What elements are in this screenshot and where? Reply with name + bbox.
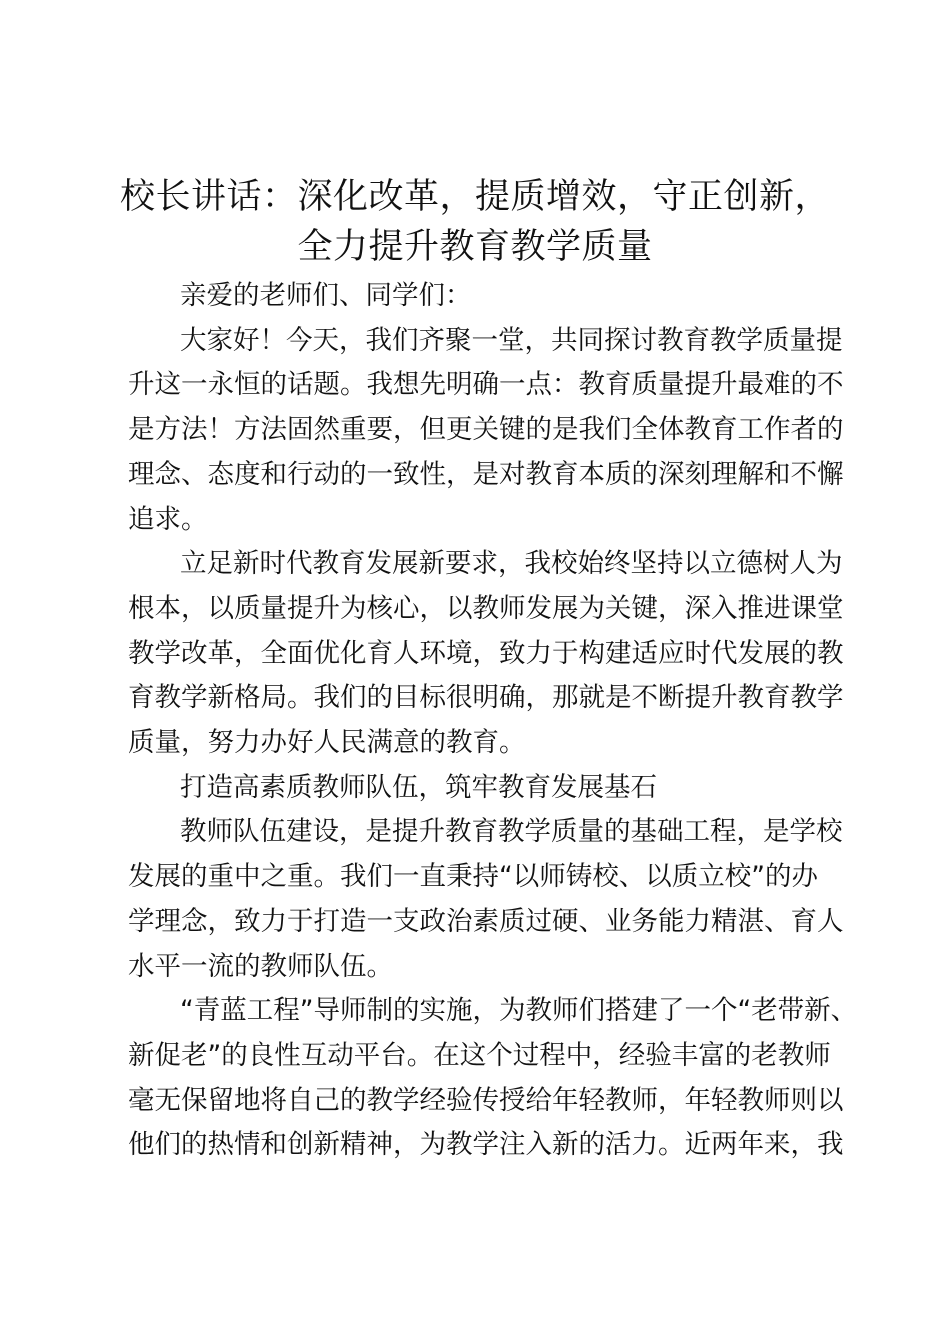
text-line: 他们的热情和创新精神，为教学注入新的活力。近两年来，我 bbox=[128, 1129, 844, 1161]
title-line-1: 校长讲话：深化改革，提质增效，守正创新， bbox=[119, 177, 830, 217]
section-heading bbox=[128, 766, 834, 811]
text-line: 教学改革，全面优化育人环境，致力于构建适应时代发展的教 bbox=[128, 637, 844, 669]
text-line: 理念、态度和行动的一致性，是对教育本质的深刻理解和不懈 bbox=[128, 458, 844, 490]
text-line: 大家好！今天，我们齐聚一堂，共同探讨教育教学质量提 bbox=[180, 324, 843, 356]
text-line: 立足新时代教育发展新要求，我校始终坚持以立德树人为 bbox=[180, 548, 843, 580]
text-line: 水平一流的教师队伍。 bbox=[128, 950, 393, 982]
text-line: 根本，以质量提升为核心，以教师发展为关键，深入推进课堂 bbox=[128, 592, 844, 624]
document-body bbox=[128, 274, 858, 1168]
text-line: 新促老”的良性互动平台。在这个过程中，经验丰富的老教师 bbox=[128, 1039, 831, 1071]
text-line: 是方法！方法固然重要，但更关键的是我们全体教育工作者的 bbox=[128, 414, 844, 446]
text-line: 打造高素质教师队伍，筑牢教育发展基石 bbox=[180, 771, 657, 803]
mentor-program-paragraph bbox=[128, 989, 858, 1168]
text-line: “青蓝工程”导师制的实施，为教师们搭建了一个“老带新、 bbox=[180, 995, 858, 1027]
text-line: 追求。 bbox=[128, 503, 208, 535]
text-line: 升这一永恒的话题。我想先明确一点：教育质量提升最难的不 bbox=[128, 369, 844, 401]
title-line-2: 全力提升教育教学质量 bbox=[297, 227, 653, 267]
text-line: 毫无保留地将自己的教学经验传授给年轻教师，年轻教师则以 bbox=[128, 1084, 844, 1116]
text-line: 质量，努力办好人民满意的教育。 bbox=[128, 727, 526, 759]
text-line: 教师队伍建设，是提升教育教学质量的基础工程，是学校 bbox=[180, 816, 843, 848]
teacher-team-paragraph bbox=[128, 810, 844, 989]
greeting-paragraph bbox=[128, 319, 844, 543]
text-line: 育教学新格局。我们的目标很明确，那就是不断提升教育教学 bbox=[128, 682, 844, 714]
document-title bbox=[110, 172, 840, 272]
salutation-paragraph bbox=[128, 274, 834, 319]
text-line: 学理念，致力于打造一支政治素质过硬、业务能力精湛、育人 bbox=[128, 905, 844, 937]
text-line: 发展的重中之重。我们一直秉持“以师铸校、以质立校”的办 bbox=[128, 861, 818, 893]
text-line: 亲爱的老师们、同学们： bbox=[180, 280, 472, 311]
goal-paragraph bbox=[128, 542, 844, 766]
